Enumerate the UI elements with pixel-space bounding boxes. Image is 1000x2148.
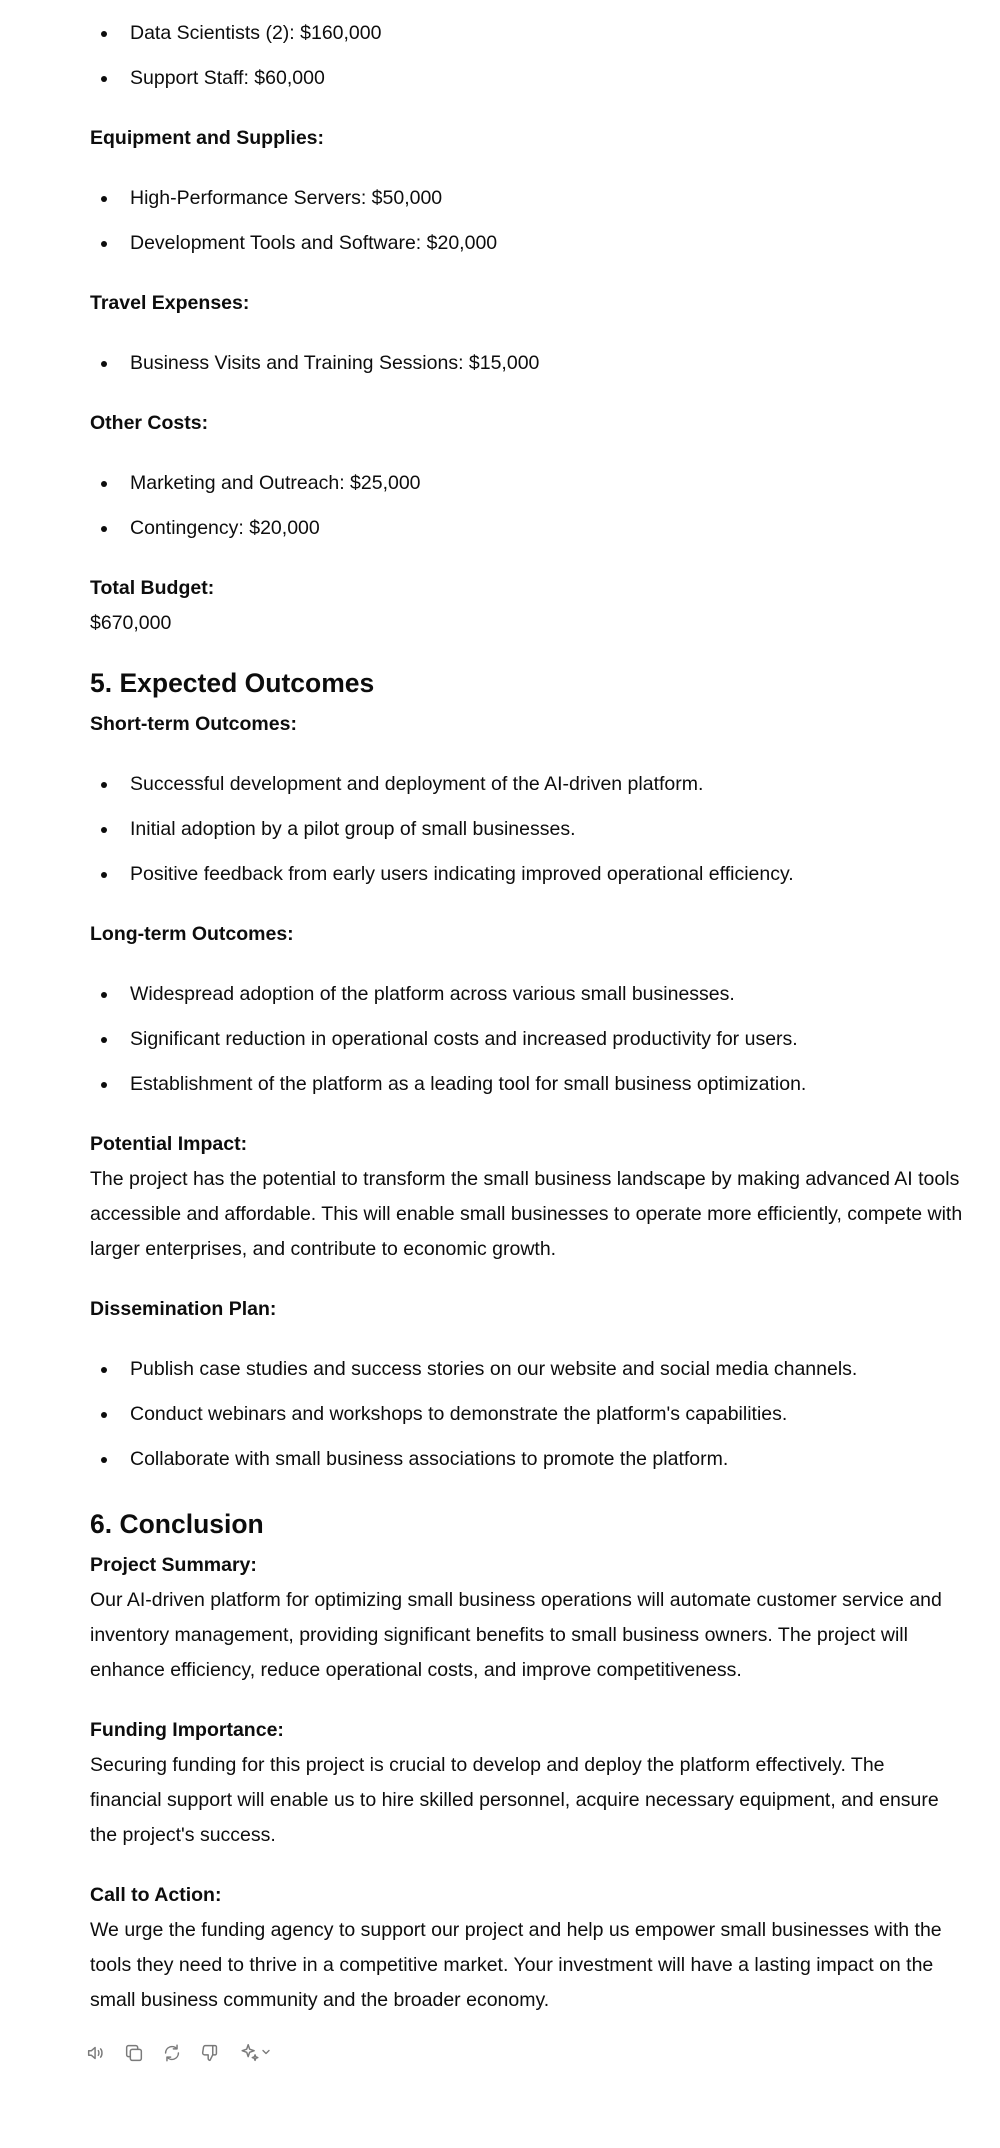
total-budget-value: $670,000 — [90, 612, 172, 634]
list-item: Marketing and Outreach: $25,000 — [90, 461, 990, 506]
paragraph-line: accessible and affordable. This will enable small businesses to operate more efficiently, compete with — [90, 1203, 963, 1225]
list-item: Support Staff: $60,000 — [90, 56, 990, 101]
paragraph-line: We urge the funding agency to support our project and help us empower small businesses with the — [90, 1919, 942, 1941]
impact-label: Potential Impact: — [90, 1133, 248, 1155]
list-item: Successful development and deployment of the AI-driven platform. — [90, 762, 990, 807]
list-item: Conduct webinars and workshops to demonstrate the platform's capabilities. — [90, 1392, 990, 1437]
equipment-label: Equipment and Supplies: — [90, 127, 325, 149]
dissemination-label: Dissemination Plan: — [90, 1298, 277, 1320]
paragraph-line: enhance efficiency, reduce operational costs, and improve competitiveness. — [90, 1659, 742, 1681]
switch-model-button[interactable] — [236, 2041, 274, 2065]
list-item: Establishment of the platform as a leading tool for small business optimization. — [90, 1062, 990, 1107]
copy-icon — [123, 2042, 145, 2064]
paragraph-line: Securing funding for this project is crucial to develop and deploy the platform effectively. The — [90, 1754, 885, 1776]
funding-importance-label: Funding Importance: — [90, 1719, 284, 1741]
list-item: Data Scientists (2): $160,000 — [90, 11, 990, 56]
message-actions-bar — [84, 2041, 274, 2065]
regenerate-button[interactable] — [160, 2041, 184, 2065]
impact-paragraph — [90, 1162, 990, 1267]
staff-list — [90, 11, 990, 101]
thumbs-down-button[interactable] — [198, 2041, 222, 2065]
paragraph-line: Our AI-driven platform for optimizing small business operations will automate customer service and — [90, 1589, 942, 1611]
project-summary-paragraph — [90, 1583, 990, 1688]
list-item: Positive feedback from early users indicating improved operational efficiency. — [90, 852, 990, 897]
travel-label: Travel Expenses: — [90, 292, 250, 314]
paragraph-line: inventory management, providing significant benefits to small business owners. The project will — [90, 1624, 908, 1646]
switch-model-icon — [239, 2042, 261, 2064]
paragraph-line: The project has the potential to transform the small business landscape by making advanced AI tools — [90, 1168, 960, 1190]
total-budget-label: Total Budget: — [90, 577, 215, 599]
long-term-list — [90, 972, 990, 1107]
list-item: Collaborate with small business associations to promote the platform. — [90, 1437, 990, 1482]
copy-button[interactable] — [122, 2041, 146, 2065]
response-body — [90, 0, 990, 2018]
list-item: Significant reduction in operational costs and increased productivity for users. — [90, 1017, 990, 1062]
list-item: Contingency: $20,000 — [90, 506, 990, 551]
dissemination-list — [90, 1347, 990, 1482]
list-item: Widespread adoption of the platform across various small businesses. — [90, 972, 990, 1017]
other-costs-label: Other Costs: — [90, 412, 209, 434]
list-item: Initial adoption by a pilot group of small businesses. — [90, 807, 990, 852]
read-aloud-button[interactable] — [84, 2041, 108, 2065]
paragraph-line: small business community and the broader economy. — [90, 1989, 550, 2011]
call-to-action-label: Call to Action: — [90, 1884, 222, 1906]
equipment-list — [90, 176, 990, 266]
paragraph-line: financial support will enable us to hire skilled personnel, acquire necessary equipment, and ensure — [90, 1789, 939, 1811]
list-item: Business Visits and Training Sessions: $15,000 — [90, 341, 990, 386]
other-costs-list — [90, 461, 990, 551]
funding-importance-paragraph — [90, 1748, 990, 1853]
conclusion-heading: 6. Conclusion — [90, 1509, 264, 1539]
chevron-down-icon — [261, 2047, 271, 2057]
paragraph-line: the project's success. — [90, 1824, 276, 1846]
short-term-list — [90, 762, 990, 897]
list-item: Publish case studies and success stories on our website and social media channels. — [90, 1347, 990, 1392]
travel-list — [90, 341, 990, 386]
paragraph-line: larger enterprises, and contribute to economic growth. — [90, 1238, 557, 1260]
list-item: High-Performance Servers: $50,000 — [90, 176, 990, 221]
call-to-action-paragraph — [90, 1913, 990, 2018]
list-item: Development Tools and Software: $20,000 — [90, 221, 990, 266]
long-term-label: Long-term Outcomes: — [90, 923, 294, 945]
thumbs-down-icon — [199, 2042, 221, 2064]
read-aloud-icon — [85, 2042, 107, 2064]
project-summary-label: Project Summary: — [90, 1554, 257, 1576]
short-term-label: Short-term Outcomes: — [90, 713, 297, 735]
outcomes-heading: 5. Expected Outcomes — [90, 668, 375, 698]
paragraph-line: tools they need to thrive in a competitive market. Your investment will have a lasting impact on the — [90, 1954, 934, 1976]
regenerate-icon — [161, 2042, 183, 2064]
